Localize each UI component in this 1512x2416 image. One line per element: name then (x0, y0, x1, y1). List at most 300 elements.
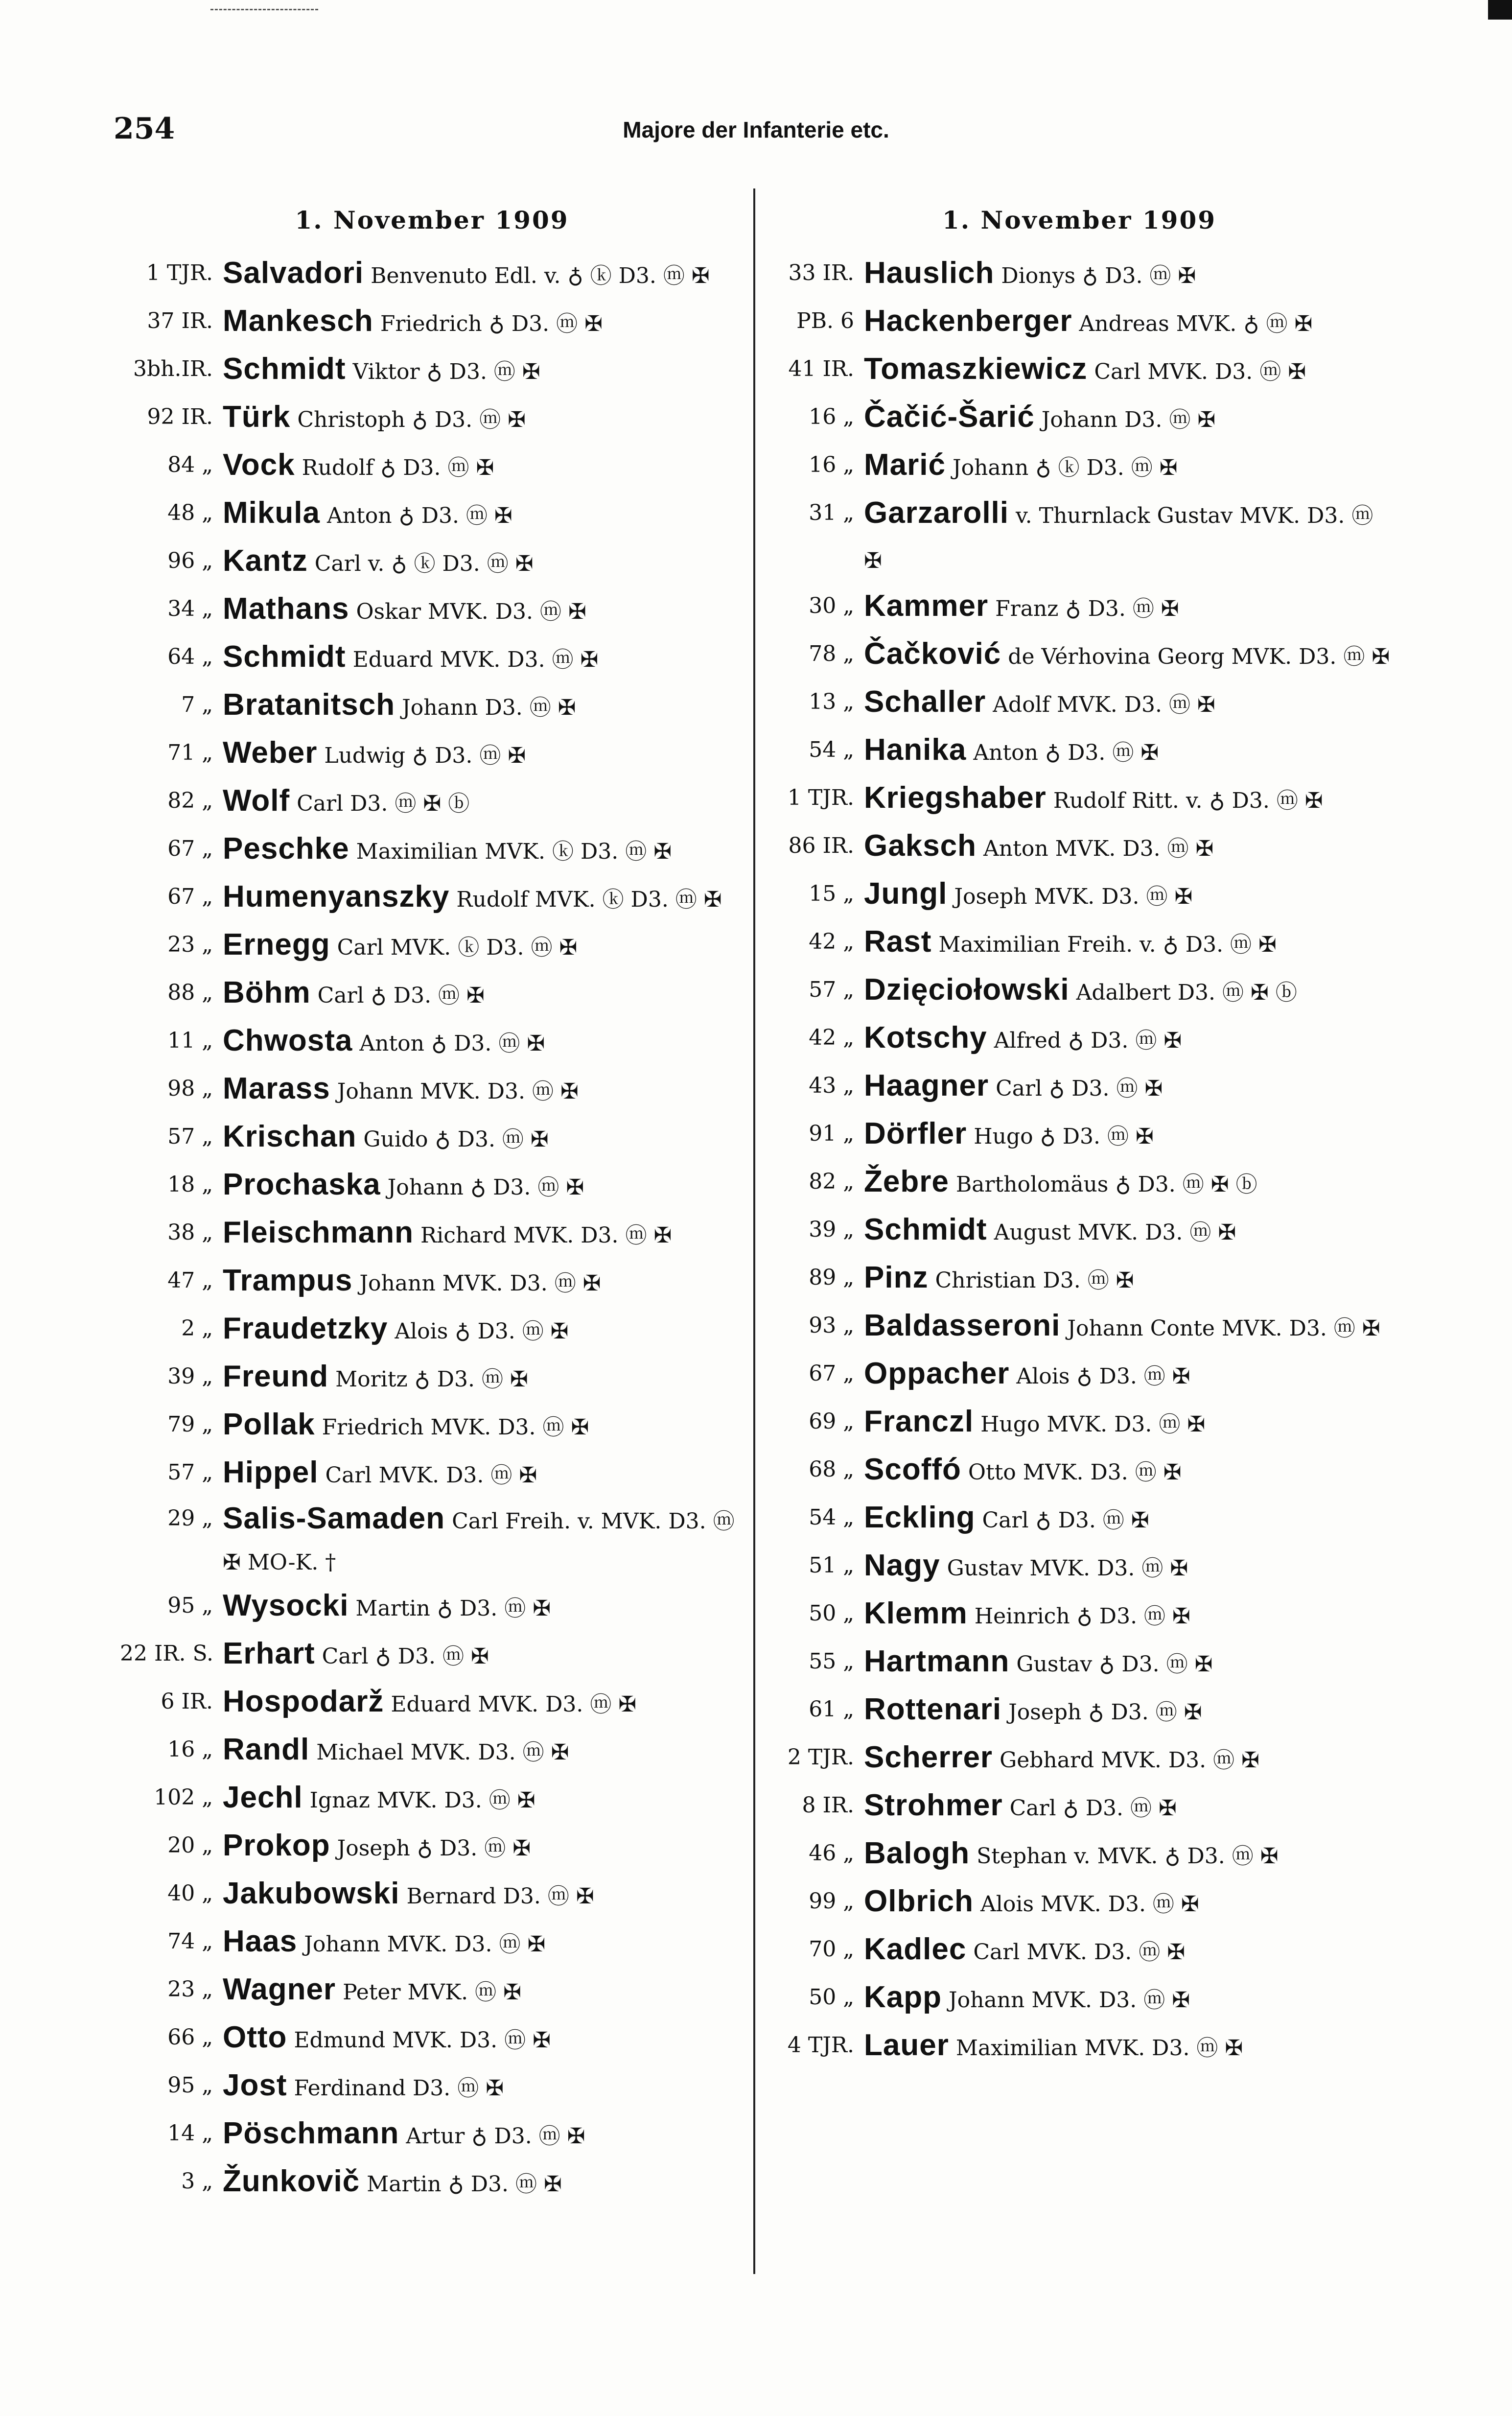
regiment-number: 3 „ (181, 2169, 213, 2194)
roster-entry (120, 586, 744, 634)
officer-surname: Dörfler (864, 1117, 967, 1150)
entry-text (223, 1162, 744, 1210)
roster-entry (761, 251, 1397, 299)
roster-entry (761, 1111, 1397, 1159)
officer-surname: Humenyanszky (223, 880, 450, 914)
regiment-number: 38 „ (167, 1220, 213, 1245)
roster-entry (761, 1063, 1397, 1111)
officer-surname: Haagner (864, 1069, 989, 1102)
roster-entry (120, 778, 744, 826)
regiment-number: 82 „ (167, 788, 213, 813)
roster-entry (761, 632, 1397, 680)
officer-details: Anton MVK. D3. ⓜ ✠ (983, 836, 1214, 861)
regiment-number: 47 „ (167, 1268, 213, 1293)
right-entry-list (761, 251, 1397, 2071)
officer-details: Johann Conte MVK. D3. ⓜ ✠ (1067, 1316, 1380, 1341)
regiment-number: 91 „ (809, 1121, 854, 1146)
entry-text (864, 775, 1397, 823)
officer-surname: Mankesch (223, 304, 373, 338)
officer-details: Carl Freih. v. MVK. D3. ⓜ ✠ MO-K. † (223, 1509, 735, 1575)
officer-surname: Rottenari (864, 1692, 1002, 1726)
regiment-number: 11 „ (167, 1028, 213, 1053)
officer-surname: Schmidt (223, 352, 346, 386)
roster-entry (120, 922, 744, 970)
regiment-number: 16 „ (809, 404, 854, 429)
roster-entry (761, 443, 1397, 491)
officer-surname: Dzięciołowski (864, 973, 1070, 1007)
regiment-number: 16 „ (167, 1737, 213, 1762)
entry-text (223, 2111, 744, 2159)
roster-entry (761, 1543, 1397, 1591)
roster-entry (120, 443, 744, 491)
roster-entry (120, 1210, 744, 1258)
roster-entry (761, 1639, 1397, 1687)
officer-details: Johann MVK. D3. ⓜ ✠ (337, 1079, 579, 1104)
roster-entry (120, 2015, 744, 2063)
officer-details: Ignaz MVK. D3. ⓜ ✠ (309, 1788, 535, 1813)
officer-surname: Trampus (223, 1264, 353, 1297)
regiment-number: 3bh.IR. (133, 356, 213, 381)
regiment-number: 50 „ (809, 1985, 854, 2010)
regiment-number: 22 IR. S. (120, 1641, 214, 1666)
regiment-number: 48 „ (167, 500, 213, 525)
officer-details: Otto MVK. D3. ⓜ ✠ (968, 1460, 1182, 1485)
regiment-number: 92 IR. (147, 404, 213, 429)
regiment-number: 70 „ (809, 1937, 854, 1962)
officer-surname: Kammer (864, 589, 989, 623)
officer-details: Johann MVK. D3. ⓜ ✠ (304, 1932, 546, 1957)
entry-text (864, 680, 1397, 727)
officer-details: Johann D3. ⓜ ✠ (1041, 407, 1216, 432)
regiment-number: 98 „ (167, 1076, 213, 1101)
regiment-number: 42 „ (809, 1025, 854, 1050)
regiment-number: 95 „ (167, 1593, 213, 1618)
entry-text (864, 1015, 1397, 1063)
officer-details: Maximilian MVK. D3. ⓜ ✠ (955, 2036, 1243, 2061)
officer-surname: Tomaszkiewicz (864, 352, 1088, 386)
entry-text (223, 1967, 744, 2015)
officer-surname: Nagy (864, 1548, 940, 1582)
regiment-number: 6 IR. (161, 1689, 213, 1714)
regiment-number: 16 „ (809, 452, 854, 477)
regiment-number: 54 „ (809, 737, 854, 762)
regiment-number: 86 IR. (788, 833, 854, 858)
officer-details: Johann MVK. D3. ⓜ ✠ (359, 1271, 601, 1296)
right-column (761, 206, 1397, 2071)
roster-entry (761, 2023, 1397, 2071)
officer-surname: Prokop (223, 1829, 330, 1862)
officer-surname: Jungl (864, 877, 948, 911)
officer-details: Carl ♁ D3. ⓜ ✠ (996, 1076, 1163, 1101)
officer-surname: Freund (223, 1360, 329, 1393)
regiment-number: 33 IR. (788, 260, 854, 285)
officer-details: Michael MVK. D3. ⓜ ✠ (316, 1740, 569, 1765)
entry-text (864, 1687, 1397, 1735)
entry-text (223, 874, 744, 922)
officer-details: Benvenuto Edl. v. ♁ ⓚ D3. ⓜ ✠ (371, 263, 710, 288)
roster-entry (120, 2159, 744, 2207)
entry-text (223, 1871, 744, 1919)
officer-details: Martin ♁ D3. ⓜ ✠ (355, 1596, 551, 1621)
officer-surname: Salvadori (223, 256, 364, 290)
officer-surname: Türk (223, 400, 291, 434)
entry-text (223, 1583, 744, 1631)
officer-surname: Kotschy (864, 1021, 987, 1055)
officer-surname: Jechl (223, 1781, 303, 1814)
entry-text (864, 1399, 1397, 1447)
entry-text (864, 919, 1397, 967)
regiment-number: 78 „ (809, 641, 854, 666)
roster-entry (761, 395, 1397, 443)
regiment-number: 2 TJR. (787, 1745, 854, 1770)
regiment-number: 84 „ (167, 452, 213, 477)
roster-entry (120, 634, 744, 682)
entry-text (223, 2159, 744, 2207)
entry-text (223, 491, 744, 539)
officer-details: Rudolf MVK. ⓚ D3. ⓜ ✠ (456, 887, 722, 912)
roster-entry (120, 1727, 744, 1775)
officer-details: Ferdinand D3. ⓜ ✠ (294, 2076, 504, 2101)
entry-text (864, 1159, 1397, 1207)
officer-surname: Erhart (223, 1637, 315, 1670)
officer-surname: Kriegshaber (864, 781, 1047, 815)
entry-text (864, 299, 1397, 347)
entry-text (864, 1927, 1397, 1975)
officer-surname: Čačić-Šarić (864, 400, 1035, 434)
entry-text (864, 584, 1397, 632)
officer-details: Peter MVK. ⓜ ✠ (343, 1980, 521, 2005)
entry-text (223, 395, 744, 443)
officer-surname: Schmidt (864, 1213, 987, 1246)
roster-entry (120, 682, 744, 730)
officer-details: Johann ♁ ⓚ D3. ⓜ ✠ (952, 455, 1178, 480)
officer-surname: Garzarolli (864, 496, 1009, 530)
regiment-number: 71 „ (167, 740, 213, 765)
roster-entry (120, 539, 744, 586)
entry-text (223, 586, 744, 634)
roster-entry (120, 1450, 744, 1498)
officer-details: Anton ♁ D3. ⓜ ✠ (973, 740, 1159, 765)
roster-entry (120, 2111, 744, 2159)
regiment-number: 4 TJR. (787, 2033, 854, 2058)
entry-text (864, 632, 1397, 680)
officer-surname: Žebre (864, 1165, 949, 1198)
regiment-number: 15 „ (809, 881, 854, 906)
regiment-number: 95 „ (167, 2073, 213, 2098)
officer-details: Christoph ♁ D3. ⓜ ✠ (297, 407, 526, 432)
roster-entry (120, 2063, 744, 2111)
entry-text (864, 1879, 1397, 1927)
entry-text (223, 251, 744, 299)
officer-details: Alois MVK. D3. ⓜ ✠ (980, 1892, 1199, 1917)
entry-text (864, 1639, 1397, 1687)
entry-text (864, 727, 1397, 775)
regiment-number: 40 „ (167, 1881, 213, 1906)
roster-entry (120, 874, 744, 922)
roster-entry (120, 1354, 744, 1402)
officer-surname: Baldasseroni (864, 1309, 1061, 1342)
officer-details: Moritz ♁ D3. ⓜ ✠ (335, 1367, 528, 1392)
roster-entry (120, 1018, 744, 1066)
officer-surname: Kadlec (864, 1932, 967, 1966)
regiment-number: 39 „ (167, 1364, 213, 1389)
regiment-number: 46 „ (809, 1841, 854, 1866)
entry-text (223, 1498, 744, 1583)
entry-text (864, 1831, 1397, 1879)
scan-artifact-line (210, 9, 318, 10)
entry-text (864, 1975, 1397, 2023)
regiment-number: 37 IR. (147, 308, 213, 333)
regiment-number: 34 „ (167, 596, 213, 621)
officer-surname: Marić (864, 448, 946, 482)
regiment-number: 43 „ (809, 1073, 854, 1098)
roster-entry (120, 1402, 744, 1450)
officer-surname: Eckling (864, 1501, 976, 1534)
entry-text (223, 1210, 744, 1258)
roster-entry (761, 299, 1397, 347)
entry-text (223, 778, 744, 826)
entry-text (223, 1919, 744, 1967)
regiment-number: 8 IR. (802, 1793, 854, 1818)
officer-surname: Gaksch (864, 829, 977, 863)
officer-surname: Žunkovič (223, 2164, 360, 2198)
roster-entry (120, 251, 744, 299)
entry-text (223, 1727, 744, 1775)
roster-entry (761, 919, 1397, 967)
officer-surname: Marass (223, 1072, 330, 1105)
roster-entry (120, 1775, 744, 1823)
regiment-number: 51 „ (809, 1553, 854, 1578)
officer-surname: Randl (223, 1733, 310, 1766)
regiment-number: 67 „ (167, 884, 213, 909)
roster-entry (120, 1498, 744, 1583)
regiment-number: 74 „ (167, 1929, 213, 1954)
entry-text (864, 1303, 1397, 1351)
officer-details: Johann MVK. D3. ⓜ ✠ (949, 1988, 1190, 2013)
roster-entry (761, 1687, 1397, 1735)
regiment-number: 54 „ (809, 1505, 854, 1530)
regiment-number: 88 „ (167, 980, 213, 1005)
entry-text (223, 1258, 744, 1306)
regiment-number: 39 „ (809, 1217, 854, 1242)
regiment-number: 31 „ (809, 500, 854, 525)
entry-text (864, 251, 1397, 299)
regiment-number: 66 „ (167, 2025, 213, 2050)
roster-entry (120, 1967, 744, 2015)
officer-details: Carl ♁ D3. ⓜ ✠ (982, 1508, 1149, 1533)
officer-surname: Mathans (223, 592, 349, 626)
entry-text (864, 967, 1397, 1015)
roster-entry (120, 1823, 744, 1871)
officer-surname: Mikula (223, 496, 320, 530)
officer-details: Oskar MVK. D3. ⓜ ✠ (356, 599, 586, 624)
entry-text (223, 1066, 744, 1114)
roster-entry (761, 727, 1397, 775)
officer-surname: Hospodarž (223, 1685, 384, 1718)
officer-surname: Wysocki (223, 1589, 349, 1622)
officer-details: Maximilian Freih. v. ♁ D3. ⓜ ✠ (938, 932, 1277, 957)
roster-entry (761, 584, 1397, 632)
roster-entry (761, 1255, 1397, 1303)
regiment-number: 1 TJR. (146, 260, 213, 285)
regiment-number: 55 „ (809, 1649, 854, 1674)
entry-text (223, 539, 744, 586)
officer-surname: Bratanitsch (223, 688, 395, 722)
entry-text (864, 1735, 1397, 1783)
running-head: Majore der Infanterie etc. (623, 117, 889, 142)
officer-details: Johann ♁ D3. ⓜ ✠ (387, 1175, 584, 1200)
roster-entry (761, 1831, 1397, 1879)
officer-surname: Scoffó (864, 1453, 961, 1486)
entry-text (223, 1114, 744, 1162)
roster-entry (761, 823, 1397, 871)
officer-details: Bartholomäus ♁ D3. ⓜ ✠ ⓑ (955, 1172, 1257, 1197)
entry-text (223, 922, 744, 970)
roster-entry (120, 970, 744, 1018)
officer-details: Hugo MVK. D3. ⓜ ✠ (980, 1412, 1206, 1437)
roster-entry (120, 491, 744, 539)
officer-details: Christian D3. ⓜ ✠ (935, 1268, 1134, 1293)
entry-text (223, 1354, 744, 1402)
roster-entry (761, 1495, 1397, 1543)
officer-details: Gustav ♁ D3. ⓜ ✠ (1016, 1652, 1213, 1677)
officer-details: Dionys ♁ D3. ⓜ ✠ (1001, 263, 1196, 288)
roster-entry (761, 775, 1397, 823)
entry-text (223, 2063, 744, 2111)
roster-entry (761, 967, 1397, 1015)
regiment-number: 96 „ (167, 548, 213, 573)
roster-entry (761, 1447, 1397, 1495)
officer-details: Gustav MVK. D3. ⓜ ✠ (947, 1556, 1188, 1581)
entry-text (864, 1351, 1397, 1399)
entry-text (223, 299, 744, 347)
entry-text (864, 2023, 1397, 2071)
officer-details: August MVK. D3. ⓜ ✠ (994, 1220, 1236, 1245)
roster-entry (761, 871, 1397, 919)
officer-details: Hugo ♁ D3. ⓜ ✠ (974, 1124, 1154, 1149)
entry-text (223, 1402, 744, 1450)
officer-details: Joseph MVK. D3. ⓜ ✠ (954, 884, 1193, 909)
regiment-number: 89 „ (809, 1265, 854, 1290)
officer-surname: Oppacher (864, 1357, 1010, 1390)
officer-surname: Pollak (223, 1407, 315, 1441)
regiment-number: 57 „ (809, 977, 854, 1002)
entry-text (223, 443, 744, 491)
officer-details: Carl MVK. ⓚ D3. ⓜ ✠ (337, 935, 578, 960)
regiment-number: 57 „ (167, 1460, 213, 1485)
roster-entry (120, 826, 744, 874)
officer-details: Artur ♁ D3. ⓜ ✠ (406, 2124, 585, 2149)
officer-details: Guido ♁ D3. ⓜ ✠ (363, 1127, 549, 1152)
officer-surname: Haas (223, 1924, 298, 1958)
roster-entry (120, 347, 744, 395)
roster-entry (761, 1783, 1397, 1831)
officer-details: Adolf MVK. D3. ⓜ ✠ (993, 692, 1215, 717)
entry-text (864, 395, 1397, 443)
officer-details: Adalbert D3. ⓜ ✠ ⓑ (1076, 980, 1297, 1005)
roster-entry (761, 1399, 1397, 1447)
regiment-number: 68 „ (809, 1457, 854, 1482)
entry-text (864, 1543, 1397, 1591)
entry-text (223, 1775, 744, 1823)
entry-text (864, 1063, 1397, 1111)
regiment-number: 64 „ (167, 644, 213, 669)
officer-details: Alfred ♁ D3. ⓜ ✠ (994, 1028, 1182, 1053)
regiment-number: 13 „ (809, 689, 854, 714)
regiment-number: 61 „ (809, 1697, 854, 1722)
column-divider (753, 188, 755, 2274)
officer-surname: Čačković (864, 637, 1001, 671)
regiment-number: 82 „ (809, 1169, 854, 1194)
officer-details: Maximilian MVK. ⓚ D3. ⓜ ✠ (356, 839, 672, 864)
officer-surname: Franczl (864, 1405, 974, 1438)
officer-details: Bernard D3. ⓜ ✠ (406, 1884, 594, 1909)
officer-details: Alois ♁ D3. ⓜ ✠ (1016, 1364, 1190, 1389)
officer-details: Eduard MVK. D3. ⓜ ✠ (352, 647, 599, 672)
regiment-number: 69 „ (809, 1409, 854, 1434)
officer-details: v. Thurnlack Gustav MVK. D3. ⓜ ✠ (864, 503, 1373, 573)
roster-entry (120, 1871, 744, 1919)
roster-entry (761, 1927, 1397, 1975)
officer-surname: Fraudetzky (223, 1312, 388, 1345)
entry-text (864, 1111, 1397, 1159)
officer-surname: Chwosta (223, 1024, 353, 1057)
entry-text (223, 826, 744, 874)
roster-entry (761, 1735, 1397, 1783)
roster-entry (120, 395, 744, 443)
entry-text (223, 2015, 744, 2063)
officer-details: Carl ♁ D3. ⓜ ✠ (1009, 1796, 1177, 1821)
regiment-number: 42 „ (809, 929, 854, 954)
roster-entry (120, 1583, 744, 1631)
officer-details: Carl MVK. D3. ⓜ ✠ (325, 1463, 537, 1488)
left-entry-list (120, 251, 744, 2207)
officer-surname: Olbrich (864, 1884, 974, 1918)
regiment-number: 7 „ (181, 692, 213, 717)
regiment-number: 2 „ (181, 1316, 213, 1341)
officer-details: Edmund MVK. D3. ⓜ ✠ (294, 2028, 551, 2053)
regiment-number: 102 „ (154, 1785, 213, 1810)
entry-text (223, 634, 744, 682)
officer-details: Friedrich ♁ D3. ⓜ ✠ (380, 311, 603, 336)
officer-surname: Ernegg (223, 928, 330, 962)
officer-details: Franz ♁ D3. ⓜ ✠ (995, 596, 1179, 621)
roster-entry (120, 730, 744, 778)
entry-text (864, 347, 1397, 395)
officer-surname: Fleischmann (223, 1216, 414, 1249)
officer-details: Carl ♁ D3. ⓜ ✠ (317, 983, 485, 1008)
entry-text (864, 871, 1397, 919)
officer-surname: Jost (223, 2068, 287, 2102)
officer-surname: Balogh (864, 1836, 970, 1870)
entry-text (864, 1495, 1397, 1543)
officer-surname: Weber (223, 736, 318, 770)
officer-surname: Kantz (223, 544, 308, 578)
regiment-number: 67 „ (809, 1361, 854, 1386)
roster-entry (761, 1303, 1397, 1351)
regiment-number: 23 „ (167, 1977, 213, 2002)
regiment-number: PB. 6 (796, 308, 854, 333)
officer-details: Gebhard MVK. D3. ⓜ ✠ (1000, 1748, 1259, 1773)
officer-details: Anton ♁ D3. ⓜ ✠ (359, 1031, 545, 1056)
officer-surname: Klemm (864, 1596, 968, 1630)
officer-details: Eduard MVK. D3. ⓜ ✠ (391, 1692, 637, 1717)
entry-text (864, 443, 1397, 491)
roster-entry (761, 1975, 1397, 2023)
left-column-heading: 1. November 1909 (295, 206, 569, 235)
officer-surname: Böhm (223, 976, 311, 1009)
regiment-number: 14 „ (167, 2121, 213, 2146)
